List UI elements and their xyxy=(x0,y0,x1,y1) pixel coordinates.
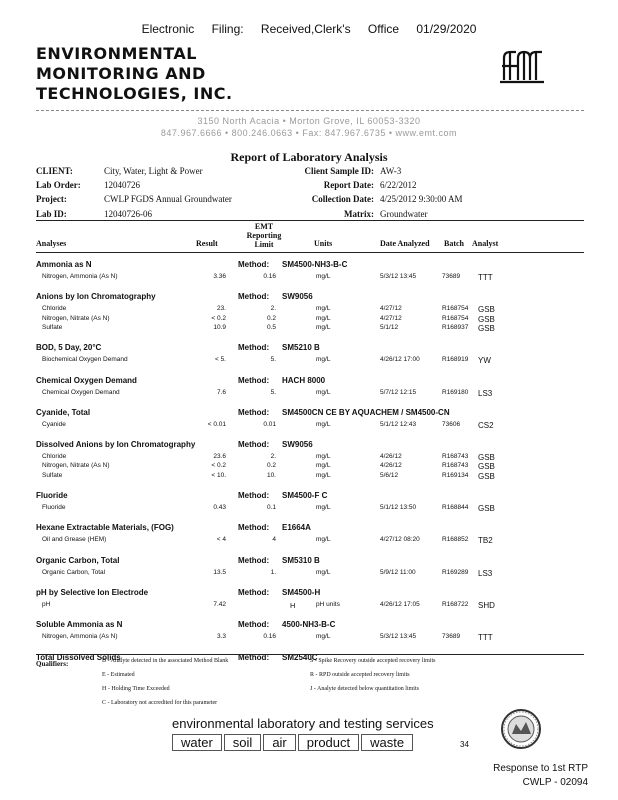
units: mg/L xyxy=(316,323,331,331)
analyte-name: Organic Carbon, Total xyxy=(42,568,106,576)
collection-date-value: 4/25/2012 9:30:00 AM xyxy=(380,194,463,204)
company-name-line2: MONITORING AND xyxy=(36,64,206,83)
method-label: Method: xyxy=(238,375,270,385)
analyst-id: GSB xyxy=(478,471,495,481)
method-value: SW9056 xyxy=(282,292,313,302)
date-analyzed: 5/3/12 13:45 xyxy=(380,633,417,641)
units: mg/L xyxy=(316,633,331,641)
analyte-group-title: Chemical Oxygen Demand xyxy=(36,375,137,385)
batch-id: 73606 xyxy=(442,420,461,428)
method-label: Method: xyxy=(238,587,270,597)
report-date-label: Report Date: xyxy=(323,180,374,190)
result-value: 23. xyxy=(216,305,226,313)
table-end-rule xyxy=(36,654,584,655)
reporting-limit: 5. xyxy=(270,388,276,396)
divider xyxy=(36,110,584,111)
reporting-limit: 5. xyxy=(270,356,276,364)
table-row xyxy=(36,324,584,334)
lab-order-label: Lab Order: xyxy=(36,180,81,190)
method-value: SM5310 B xyxy=(282,555,320,565)
batch-id: R168722 xyxy=(442,600,469,608)
col-limit: EMT Reporting Limit xyxy=(246,222,282,249)
batch-id: 73689 xyxy=(442,633,461,641)
date-analyzed: 4/26/12 xyxy=(380,453,402,461)
lab-order-value: 12040726 xyxy=(104,180,140,190)
analyte-name: Sulfate xyxy=(42,471,63,479)
batch-id: R169180 xyxy=(442,388,469,396)
method-value: SM4500-F C xyxy=(282,491,328,500)
reporting-limit: 0.16 xyxy=(263,273,276,280)
reporting-limit: 0.16 xyxy=(263,633,276,641)
method-value: SM5210 B xyxy=(282,343,320,353)
table-row xyxy=(36,472,584,482)
analyte-name: Nitrogen, Nitrate (As N) xyxy=(42,314,110,322)
service-water: water xyxy=(172,734,222,751)
units: mg/L xyxy=(316,462,331,470)
client-value: City, Water, Light & Power xyxy=(104,166,203,176)
analyte-group-title: Dissolved Anions by Ion Chromatography xyxy=(36,440,196,450)
method-label: Method: xyxy=(238,407,270,417)
method-label: Method: xyxy=(238,652,270,662)
analyst-id: GSB xyxy=(478,504,495,513)
reporting-limit: 0.5 xyxy=(266,323,276,331)
date-analyzed: 4/26/12 17:05 xyxy=(380,600,420,608)
units: mg/L xyxy=(316,536,331,544)
table-row xyxy=(36,536,584,546)
table-row xyxy=(36,633,584,643)
reporting-limit: 1. xyxy=(270,568,276,576)
report-date-value: 6/22/2012 xyxy=(380,180,417,190)
units: mg/L xyxy=(316,314,331,322)
analyte-group-title: Organic Carbon, Total xyxy=(36,555,120,565)
report-title: Report of Laboratory Analysis xyxy=(230,150,388,164)
method-value: SM4500CN CE BY AQUACHEM / SM4500-CN xyxy=(282,407,450,417)
method-value: SW9056 xyxy=(282,440,313,450)
batch-id: R168743 xyxy=(442,453,469,461)
emt-logo-icon xyxy=(498,46,546,86)
analyte-group-title: Total Dissolved Solids xyxy=(36,652,121,662)
result-value: 3.3 xyxy=(216,633,226,641)
batch-id: R168754 xyxy=(442,314,469,322)
units: mg/L xyxy=(316,453,331,461)
result-value: 23.6 xyxy=(213,453,226,461)
result-value: 0.43 xyxy=(213,504,226,511)
matrix-value: Groundwater xyxy=(380,209,428,219)
date-analyzed: 5/7/12 12:15 xyxy=(380,388,417,396)
qualifier-e: E - Estimated xyxy=(102,672,135,678)
date-analyzed: 5/1/12 13:50 xyxy=(380,504,417,511)
client-sample-label: Client Sample ID: xyxy=(304,166,374,176)
page-number: 34 xyxy=(460,740,469,749)
analyst-id: CS2 xyxy=(478,420,494,430)
batch-id: R169289 xyxy=(442,568,469,576)
date-analyzed: 4/26/12 xyxy=(380,462,402,470)
company-name-line1: ENVIRONMENTAL xyxy=(36,44,197,63)
reporting-limit: 4 xyxy=(272,536,276,544)
header-rule xyxy=(36,220,584,221)
batch-id: R168937 xyxy=(442,323,469,331)
batch-id: R169134 xyxy=(442,471,469,479)
result-value: < 0.2 xyxy=(211,462,226,470)
units: mg/L xyxy=(316,471,331,479)
method-value: 4500-NH3-B-C xyxy=(282,620,336,630)
project-label: Project: xyxy=(36,194,67,204)
date-analyzed: 5/6/12 xyxy=(380,471,399,479)
col-result: Result xyxy=(196,239,218,248)
client-sample-value: AW-3 xyxy=(380,166,402,176)
date-analyzed: 5/9/12 11:00 xyxy=(380,568,416,576)
result-value: < 5. xyxy=(214,356,226,364)
collection-date-label: Collection Date: xyxy=(311,194,374,204)
accreditation-seal-icon xyxy=(500,708,542,750)
batch-id: R168844 xyxy=(442,504,469,511)
reporting-limit: 10. xyxy=(266,471,276,479)
table-row xyxy=(36,273,584,283)
analyst-id: GSB xyxy=(478,323,495,333)
method-label: Method: xyxy=(238,620,270,630)
qualifier-s: S - Spike Recovery outside accepted recovery limits xyxy=(310,658,436,664)
date-analyzed: 5/1/12 xyxy=(380,323,399,331)
date-analyzed: 4/26/12 17:00 xyxy=(380,356,420,364)
client-label: CLIENT: xyxy=(36,166,73,176)
reporting-limit: 0.01 xyxy=(263,420,276,428)
col-units: Units xyxy=(314,239,333,248)
date-analyzed: 5/1/12 12:43 xyxy=(380,420,417,428)
method-label: Method: xyxy=(238,555,270,565)
analyst-id: GSB xyxy=(478,305,495,315)
qualifier-h: H - Holding Time Exceeded xyxy=(102,686,170,692)
company-name-line3: TECHNOLOGIES, INC. xyxy=(36,84,233,103)
analyte-group-title: Ammonia as N xyxy=(36,260,92,269)
method-label: Method: xyxy=(238,260,270,269)
method-value: HACH 8000 xyxy=(282,375,326,385)
service-air: air xyxy=(263,734,295,751)
result-value: < 4 xyxy=(216,536,226,544)
analyte-name: Nitrogen, Ammonia (As N) xyxy=(42,273,118,280)
footer-tagline: environmental laboratory and testing services xyxy=(172,716,434,731)
reporting-limit: 0.1 xyxy=(266,504,276,511)
response-label: Response to 1st RTP xyxy=(493,763,588,774)
qualifier-j: J - Analyte detected below quantitation limits xyxy=(310,686,419,692)
analyst-id: SHD xyxy=(478,600,495,610)
analyte-name: Chloride xyxy=(42,305,67,313)
analyte-name: Cyanide xyxy=(42,420,66,428)
qualifiers-title: Qualifiers: xyxy=(36,660,69,668)
table-row xyxy=(36,601,584,611)
service-product: product xyxy=(298,734,359,751)
analyst-id: TB2 xyxy=(478,536,493,546)
result-value: 3.36 xyxy=(213,273,226,280)
date-analyzed: 4/27/12 xyxy=(380,305,402,313)
reporting-limit: 2. xyxy=(270,453,276,461)
reporting-limit: 2. xyxy=(270,305,276,313)
method-value: SM4500-H xyxy=(282,587,321,597)
reporting-limit: 0.2 xyxy=(266,314,276,322)
result-value: 7.6 xyxy=(216,388,226,396)
result-value: 13.5 xyxy=(213,568,226,576)
analyte-group-title: pH by Selective Ion Electrode xyxy=(36,587,149,597)
company-contact: 847.967.6666 • 800.246.0663 • Fax: 847.967.6735 • www.emt.com xyxy=(160,128,458,138)
analyte-name: Sulfate xyxy=(42,323,63,331)
col-date-analyzed: Date Analyzed xyxy=(380,239,430,248)
batch-id: R168754 xyxy=(442,305,469,313)
units: mg/L xyxy=(316,504,331,511)
matrix-label: Matrix: xyxy=(344,209,374,219)
batch-id: 73689 xyxy=(442,273,461,280)
result-value: < 0.2 xyxy=(211,314,226,322)
date-analyzed: 5/3/12 13:45 xyxy=(380,273,417,280)
company-address: 3150 North Acacia • Morton Grove, IL 60053-3320 xyxy=(197,116,421,126)
units: mg/L xyxy=(316,420,331,428)
analyte-group-title: Fluoride xyxy=(36,491,68,500)
analyte-name: Chloride xyxy=(42,453,67,461)
analyte-name: Oil and Grease (HEM) xyxy=(42,536,107,544)
project-value: CWLP FGDS Annual Groundwater xyxy=(104,194,232,204)
units: mg/L xyxy=(316,305,331,313)
units: mg/L xyxy=(316,388,331,396)
filing-stamp: Electronic Filing: Received,Clerk's Office 01/29/2020 xyxy=(141,22,477,36)
units: mg/L xyxy=(316,568,331,576)
qualifier-c: C - Laboratory not accredited for this parameter xyxy=(102,700,218,706)
method-value: SM2540C xyxy=(282,652,318,662)
method-label: Method: xyxy=(238,343,270,353)
batch-id: R168919 xyxy=(442,356,469,364)
result-value: 7.42 xyxy=(213,600,226,608)
analyte-group-title: BOD, 5 Day, 20°C xyxy=(36,343,102,353)
units: pH units xyxy=(316,600,340,608)
qualifier-b: B - Analyte detected in the associated Method Blank xyxy=(102,658,229,664)
service-soil: soil xyxy=(224,734,262,751)
method-label: Method: xyxy=(238,440,270,450)
reporting-limit: 0.2 xyxy=(266,462,276,470)
analyst-id: LS3 xyxy=(478,568,493,578)
service-waste: waste xyxy=(361,734,413,751)
table-row xyxy=(36,421,584,431)
col-batch: Batch xyxy=(444,239,464,248)
table-row xyxy=(36,389,584,399)
analyst-id: YW xyxy=(478,356,491,366)
result-value: 10.9 xyxy=(213,323,226,331)
analyst-id: LS3 xyxy=(478,388,493,398)
method-value: SM4500-NH3-B-C xyxy=(282,260,348,269)
qualifier-flag: H xyxy=(290,600,296,610)
analyte-name: Fluoride xyxy=(42,504,66,511)
analyte-group-title: Soluble Ammonia as N xyxy=(36,620,123,630)
method-label: Method: xyxy=(238,523,270,533)
col-analyst: Analyst xyxy=(472,239,499,248)
col-analyses: Analyses xyxy=(36,239,67,248)
qualifier-r: R - RPD outside accepted recovery limits xyxy=(310,672,410,678)
result-value: < 10. xyxy=(211,471,226,479)
company-name xyxy=(36,44,233,104)
document-id: CWLP - 02094 xyxy=(522,777,588,788)
analyst-id: GSB xyxy=(478,314,495,324)
analyst-id: GSB xyxy=(478,453,495,463)
batch-id: R168852 xyxy=(442,536,469,544)
analyte-group-title: Anions by Ion Chromatography xyxy=(36,292,156,302)
analyst-id: GSB xyxy=(478,462,495,472)
units: mg/L xyxy=(316,273,331,280)
analyte-name: Biochemical Oxygen Demand xyxy=(42,356,128,364)
analyte-name: pH xyxy=(42,600,51,608)
lab-id-label: Lab ID: xyxy=(36,209,67,219)
analyte-name: Nitrogen, Ammonia (As N) xyxy=(42,633,118,641)
lab-id-value: 12040726-06 xyxy=(104,209,152,219)
analyte-name: Nitrogen, Nitrate (As N) xyxy=(42,462,110,470)
footer-services xyxy=(172,734,415,751)
analyte-group-title: Cyanide, Total xyxy=(36,407,91,417)
analyte-name: Chemical Oxygen Demand xyxy=(42,388,120,396)
response-note xyxy=(470,762,588,790)
table-row xyxy=(36,356,584,366)
analyte-group-title: Hexane Extractable Materials, (FOG) xyxy=(36,523,174,533)
units: mg/L xyxy=(316,356,331,364)
table-row xyxy=(36,569,584,579)
batch-id: R168743 xyxy=(442,462,469,470)
table-row xyxy=(36,504,584,514)
method-label: Method: xyxy=(238,491,270,500)
result-value: < 0.01 xyxy=(207,420,226,428)
analyst-id: TTT xyxy=(478,273,493,282)
analyst-id: TTT xyxy=(478,633,493,643)
method-value: E1664A xyxy=(282,523,311,533)
date-analyzed: 4/27/12 08:20 xyxy=(380,536,420,544)
method-label: Method: xyxy=(238,292,270,302)
date-analyzed: 4/27/12 xyxy=(380,314,402,322)
column-rule xyxy=(36,252,584,253)
